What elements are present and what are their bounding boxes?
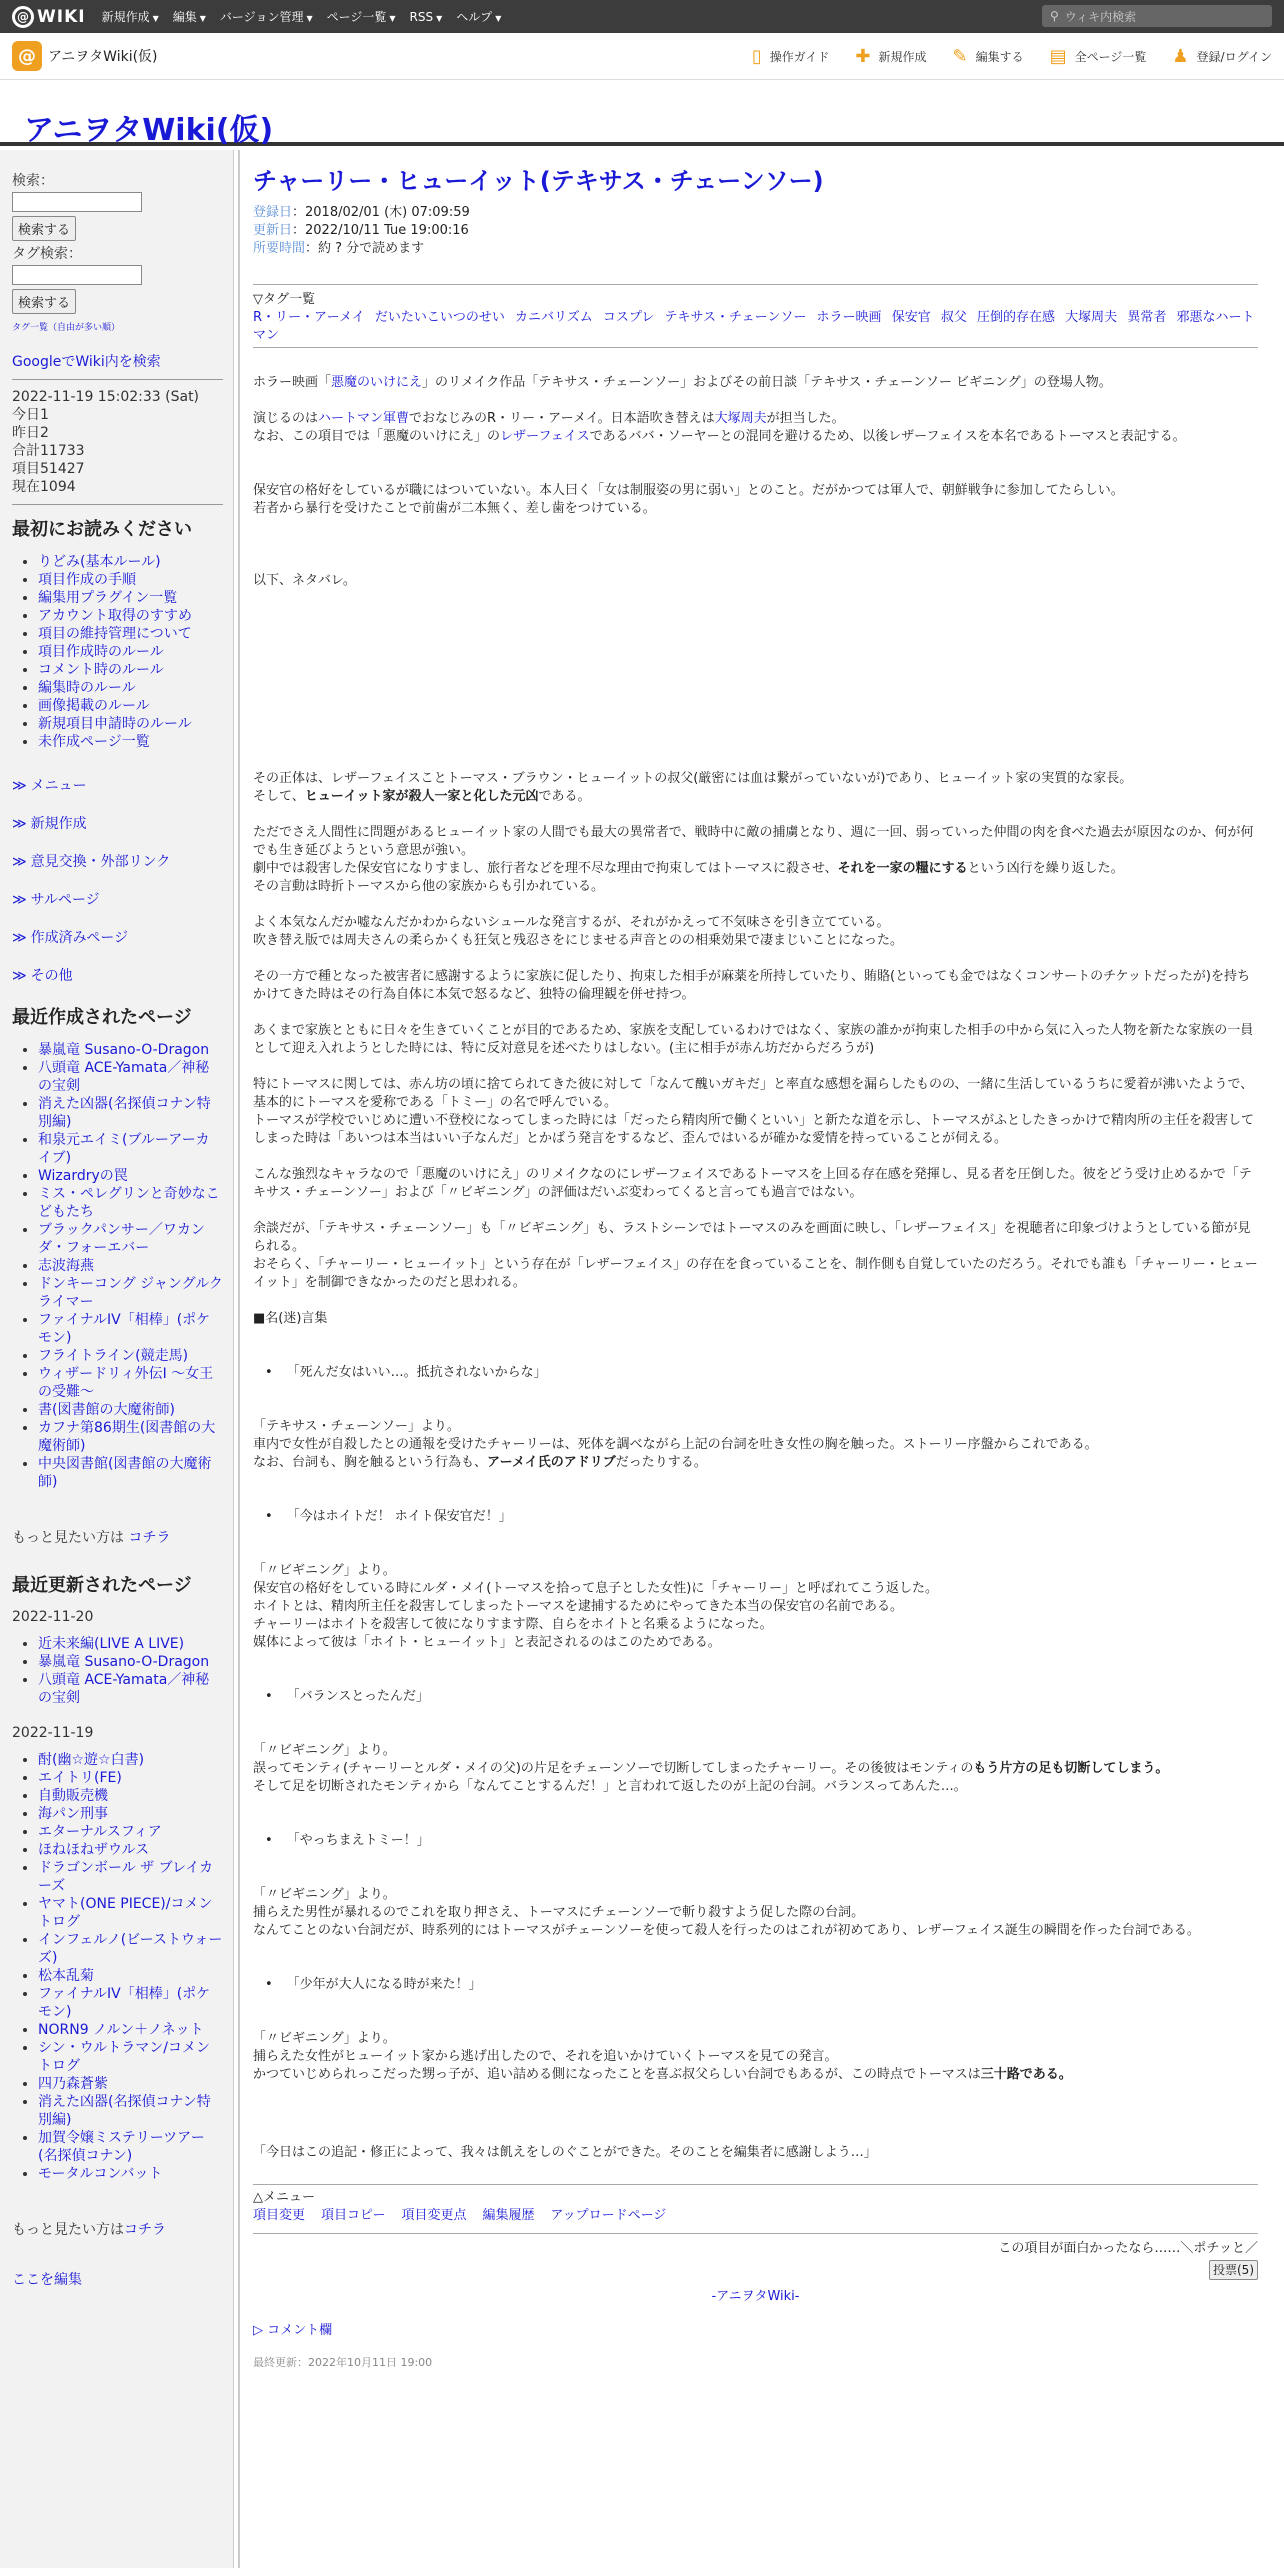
divider — [253, 2184, 1258, 2185]
comment-link[interactable]: ▷ コメント欄 — [253, 2323, 333, 2338]
quote-item: • 「今はホイトだ！ ホイト保安官だ！」 — [265, 1509, 512, 1524]
expander-new[interactable]: ≫ 新規作成 — [12, 816, 87, 832]
list-item: • 中央図書館(図書館の大魔術師) — [38, 1455, 223, 1491]
search-button[interactable]: 検索する — [12, 216, 76, 241]
list-item: • 自動販売機 — [38, 1787, 223, 1805]
plus-icon: ✚ — [855, 46, 871, 67]
search-icon: ⚲ — [1050, 9, 1059, 23]
paragraph: その言動は時折トーマスから他の家族からも引かれている。 — [253, 879, 605, 894]
list-item: • 松本乱菊 — [38, 1967, 223, 1985]
access-counter: 2022-11-19 15:02:33 (Sat) 今日1 昨日2 合計11733 項目51427 現在1094 — [12, 389, 200, 495]
menu-new[interactable]: 新規作成 ▼ — [101, 10, 159, 24]
tag-link[interactable]: コスプレ — [602, 310, 655, 325]
list-item: • 編集時のルール — [38, 679, 223, 697]
paragraph: なんてことのない台詞だが、時系列的にはトーマスがチェーンソーを使って殺人を行ったのはこれが初めてあり、レザーフェイス誕生の瞬間を作った台詞である。 — [253, 1923, 1200, 1938]
more-created: もっと見たい方は コチラ — [12, 1530, 171, 1546]
first-read-list — [38, 553, 223, 751]
expander-menu[interactable]: ≫ メニュー — [12, 778, 87, 794]
user-icon: ♟ — [1172, 46, 1189, 67]
menu-version[interactable]: バージョン管理 ▼ — [219, 10, 313, 24]
paragraph: トーマスが学校でいじめに遭い不登校になってしまった時には「だったら精肉所で働くといい」と新たな道を示し、トーマスがふとしたきっかけで精肉所の主任を殺害してしまった時は「あいつは本当はいい子なんだ」とかばう発言をするなど、歪んではいるが確かな愛情を持っていることが伺える。 — [253, 1113, 1255, 1146]
list-item: • 四乃森蒼紫 — [38, 2075, 223, 2093]
tag-search-input[interactable] — [12, 265, 142, 285]
paragraph: 捕らえた女性がヒューイット家から逃げ出したので、それを追いかけていくトーマスを見ての発言。 — [253, 2049, 838, 2064]
recent-created-list — [38, 1041, 223, 1491]
meta-key: 更新日 — [253, 223, 293, 238]
article-body — [253, 374, 1258, 2162]
tag-link[interactable]: 叔父 — [940, 310, 967, 325]
meta-value: ：2022/10/11 Tue 19:00:16 — [292, 223, 469, 238]
menu-link-upload[interactable]: アップロードページ — [550, 2208, 667, 2223]
paragraph: 誤ってモンティ(チャーリーとルダ・メイの父)の片足をチェーンソーで切断してしまったチャーリー。その後彼はモンティのもう片方の足も切断してしまう。 — [253, 1761, 1169, 1776]
wiki-name-link[interactable]: -アニヲタWiki- — [711, 2289, 800, 2304]
list-item: • ミス・ペレグリンと奇妙なこどもたち — [38, 1185, 223, 1221]
menu-link-copy[interactable]: 項目コピー — [321, 2208, 386, 2223]
date-label: 2022-11-20 — [12, 1609, 94, 1625]
paragraph: 演じるのはハートマン軍曹でおなじみのR・リー・アーメイ。日本語吹き替えは大塚周夫が担当した。 — [253, 411, 845, 426]
caret-down-icon: ▼ — [436, 13, 443, 23]
tag-search-button[interactable]: 検索する — [12, 289, 76, 314]
list-item: • 志波海燕 — [38, 1257, 223, 1275]
expander-created[interactable]: ≫ 作成済みページ — [12, 930, 129, 946]
more-link[interactable]: コチラ — [124, 2222, 166, 2238]
paragraph: 吹き替え版では周夫さんの柔らかくも狂気と残忍さをにじませる声音とのの相乗効果で凄まじいことになった。 — [253, 933, 904, 948]
paragraph: 「〃ビギニング」より。 — [253, 1887, 396, 1902]
recent-created-heading: 最近作成されたページ — [12, 1007, 192, 1028]
login-button[interactable]: ♟ 登録/ログイン — [1172, 46, 1272, 67]
main-content — [253, 150, 1258, 2568]
list-item: • ヤマト(ONE PIECE)/コメントログ — [38, 1895, 223, 1931]
search-box — [12, 170, 223, 333]
guide-icon: ▯ — [751, 46, 762, 67]
list-item: • ほねほねザウルス — [38, 1841, 223, 1859]
paragraph: 「テキサス・チェーンソー」より。 — [253, 1419, 460, 1434]
divider — [253, 2233, 1258, 2234]
caret-down-icon: ▼ — [152, 14, 159, 23]
site-name: アニヲタWiki(仮) — [48, 49, 158, 65]
search-label: 検索： — [12, 173, 54, 189]
list-item: • 編集用プラグイン一覧 — [38, 589, 223, 607]
paragraph: 保安官の格好をしているが職にはついていない。本人曰く「女は制服姿の男に弱い」とのこと。だがかつては軍人で、朝鮮戦争に参加してたらしい。 — [253, 483, 1124, 498]
logo-text: WIKI — [37, 6, 86, 27]
edit-sidebar-link[interactable]: ここを編集 — [12, 2272, 82, 2288]
divider — [253, 347, 1258, 348]
global-topbar — [0, 0, 1284, 33]
tag-link[interactable]: だいたいこいつのせい — [374, 310, 505, 325]
paragraph: 「〃ビギニング」より。 — [253, 1563, 396, 1578]
last-update: 最終更新：2022年10月11日 19:00 — [253, 2356, 433, 2369]
recent-updated-heading: 最近更新されたページ — [12, 1575, 192, 1596]
paragraph: おそらく、「チャーリー・ヒューイット」という存在が「レザーフェイス」の存在を食っていることを、制作側も自覚していたのだろう。それでも誰も「チャーリー・ヒューイット」を制御できなかったのだと思われる。 — [253, 1257, 1258, 1290]
sidebar — [0, 150, 234, 2568]
list-item: • ドンキーコング ジャングルクライマー — [38, 1275, 223, 1311]
paragraph: そして、ヒューイット家が殺人一家と化した元凶である。 — [253, 789, 591, 804]
caret-down-icon: ▼ — [389, 14, 396, 23]
menu-link-change[interactable]: 項目変更 — [253, 2208, 306, 2223]
double-chevron-icon: ≫ — [12, 778, 27, 794]
list-item: • アカウント取得のすすめ — [38, 607, 223, 625]
tag-link[interactable]: テキサス・チェーンソー — [664, 310, 807, 325]
all-pages-button[interactable]: ▤ 全ページ一覧 — [1049, 46, 1147, 67]
tag-link[interactable]: ホラー映画 — [816, 310, 882, 325]
list-item: • フライトライン(競走馬) — [38, 1347, 223, 1365]
google-search-link[interactable]: GoogleでWiki内を検索 — [12, 354, 161, 370]
paragraph: 「〃ビギニング」より。 — [253, 2031, 396, 2046]
tag-link[interactable]: R・リー・アーメイ — [253, 310, 365, 325]
divider — [253, 284, 1258, 285]
menu-edit[interactable]: 編集 ▼ — [172, 10, 206, 24]
caret-down-icon: ▼ — [495, 14, 502, 23]
paragraph: 余談だが、「テキサス・チェーンソー」も「〃ビギニング」も、ラストシーンではトーマスのみを画面に映し、「レザーフェイス」を視聴者に印象づけようとしている節が見られる。 — [253, 1221, 1251, 1254]
quote-item: • 「やっちまえトミー！」 — [265, 1833, 430, 1848]
wiki-logo[interactable] — [12, 6, 86, 28]
paragraph: 車内で女性が自殺したとの通報を受けたチャーリーは、死体を調べながら上記の台詞を吐き女性の胸を触った。ストーリー序盤からこれである。 — [253, 1437, 1098, 1452]
date-label: 2022-11-19 — [12, 1725, 94, 1741]
paragraph: そして足を切断されたモンティから「なんてことするんだ！」と言われて返したのが上記の台詞。バランスってあんた…。 — [253, 1779, 967, 1794]
list-item: • 未作成ページ一覧 — [38, 733, 223, 751]
tag-link[interactable]: 保安官 — [891, 310, 931, 325]
list-item: • 暴嵐竜 Susano-O-Dragon — [38, 1653, 223, 1671]
tag-link[interactable]: 邪悪なハートマン — [253, 310, 1255, 343]
paragraph: 媒体によって彼は「ホイト・ヒューイット」と表記されるのはこのためである。 — [253, 1635, 721, 1650]
meta-key: 所要時間 — [253, 241, 306, 256]
vote-button[interactable]: 投票(5) — [1209, 2260, 1258, 2280]
list-item: • ファイナルIV「相棒」(ポケモン) — [38, 1985, 223, 2021]
menu-rss[interactable]: RSS ▼ — [409, 9, 443, 24]
list-item: • NORN9 ノルン＋ノネット — [38, 2021, 223, 2039]
menu-link-history[interactable]: 編集履歴 — [482, 2208, 535, 2223]
list-item: • 八頭竜 ACE-Yamata／神秘の宝剣 — [38, 1059, 223, 1095]
paragraph: ホイトとは、精肉所主任を殺害してしまったトーマスを逮捕するためにやってきた本当の保安官の名前である。 — [253, 1599, 904, 1614]
paragraph: その一方で種となった被害者に感謝するように家族に促したり、拘束した相手が麻薬を所持していたり、賄賂(といっても金ではなくコンサートのチケットだったが)を持ちかけてきた時はその行為自体に本気で怒るなど、独特の倫理観を併せ持つ。 — [253, 969, 1250, 1002]
double-chevron-icon: ≫ — [12, 968, 27, 984]
paragraph: 特にトーマスに関しては、赤ん坊の頃に捨てられてきた彼に対して「なんて醜いガキだ」と率直な感想を漏らしたものの、一緒に生活しているうちに愛着が沸いたようで、基本的にトーマスを愛称である「トミー」の名で呼んでいる。 — [253, 1077, 1254, 1110]
site-title[interactable]: アニヲタWiki(仮) — [24, 113, 274, 148]
paragraph: 「〃ビギニング」より。 — [253, 1743, 396, 1758]
closing-quote: 「今日はこの追記・修正によって、我々は飢えをしのぐことができた。そのことを編集者に感謝しよう…」 — [253, 2145, 877, 2160]
list-item: • 近未来編(LIVE A LIVE) — [38, 1635, 223, 1653]
meta-value: ：2018/02/01 (木) 07:09:59 — [292, 205, 470, 220]
menu-link-diff[interactable]: 項目変更点 — [401, 2208, 467, 2223]
paragraph: ただでさえ人間性に問題があるヒューイット家の人間でも最大の異常者で、戦時中に敵の捕虜となり、週に一回、弱っていった仲間の肉を食べた過去が原因なのか、何が何でも生き延びようという意思が強い。 — [253, 825, 1254, 858]
double-chevron-icon: ≫ — [12, 892, 27, 908]
list-item: • 項目の維持管理について — [38, 625, 223, 643]
site-logo-icon: @ — [12, 41, 42, 71]
list-item: • コメント時のルール — [38, 661, 223, 679]
list-item: • ドラゴンボール ザ ブレイカーズ — [38, 1859, 223, 1895]
menu-help[interactable]: ヘルプ ▼ — [456, 10, 502, 24]
article-link[interactable]: 悪魔のいけにえ — [331, 375, 423, 390]
menu-toggle[interactable]: △メニュー — [253, 2190, 315, 2205]
search-placeholder: ウィキ内検索 — [1064, 9, 1137, 24]
list-item: • インフェルノ(ビーストウォーズ) — [38, 1931, 223, 1967]
paragraph: 劇中では殺害した保安官になりすまし、旅行者などを理不尽な理由で拘束してはトーマスに殺させ、それを一家の糧にするという凶行を繰り返した。 — [253, 861, 1124, 876]
column-divider — [238, 150, 240, 2568]
double-chevron-icon: ≫ — [12, 854, 27, 870]
tags-toggle[interactable]: ▽タグ一覧 — [253, 292, 315, 307]
divider — [12, 504, 223, 505]
list-item: • エイトリ(FE) — [38, 1769, 223, 1787]
tag-list-link[interactable]: タグ一覧（自由が多い順） — [12, 323, 121, 333]
list-item: • 項目作成時のルール — [38, 643, 223, 661]
paragraph: 若者から暴行を受けたことで前歯が二本無く、差し歯をつけている。 — [253, 501, 656, 516]
vote-area — [253, 2240, 1258, 2282]
page-list-icon: ▤ — [1049, 46, 1067, 67]
list-item: • Wizardryの罠 — [38, 1167, 223, 1185]
caret-down-icon: ▼ — [306, 14, 313, 23]
more-updated: もっと見たい方はコチラ — [12, 2222, 166, 2238]
paragraph: 捕らえた男性が暴れるのでこれを取り押さえ、トーマスにチェーンソーで斬り殺すよう促した際の台詞。 — [253, 1905, 865, 1920]
pencil-icon: ✎ — [952, 46, 968, 67]
expander-sarpage[interactable]: ≫ サルページ — [12, 892, 100, 908]
list-item: • 八頭竜 ACE-Yamata／神秘の宝剣 — [38, 1671, 223, 1707]
list-item: • 新規項目申請時のルール — [38, 715, 223, 733]
quote-item: • 「バランスとったんだ」 — [265, 1689, 430, 1704]
divider — [12, 379, 223, 380]
list-item: • 項目作成の手順 — [38, 571, 223, 589]
tag-link[interactable]: 圧倒的存在感 — [977, 310, 1056, 325]
paragraph: よく本気なんだか嘘なんだかわからないシュールな発言するが、それがかえって不気味さを引き立てている。 — [253, 915, 890, 930]
tag-link[interactable]: カニバリズム — [515, 310, 593, 325]
first-read-heading: 最初にお読みください — [12, 519, 192, 540]
paragraph: こんな強烈なキャラなので「悪魔のいけにえ」のリメイクなのにレザーフェイスであるトーマスを上回る存在感を発揮し、見る者を圧倒した。彼をどう受け止めるかで「テキサス・チェーンソー」および「〃ビギニング」の評価はだいぶ変わってくると言っても過言ではない。 — [253, 1167, 1252, 1200]
list-item: • エターナルスフィア — [38, 1823, 223, 1841]
at-logo-icon: @ — [12, 6, 34, 28]
list-item: • 和泉元エイミ(ブルーアーカイブ) — [38, 1131, 223, 1167]
edit-button[interactable]: ✎ 編集する — [952, 46, 1024, 67]
site-title-banner — [0, 81, 1284, 146]
article-link[interactable]: レザーフェイス — [500, 429, 590, 444]
menu-pages[interactable]: ページ一覧 ▼ — [326, 10, 396, 24]
list-item: • 画像掲載のルール — [38, 697, 223, 715]
caret-down-icon: ▼ — [199, 14, 206, 23]
tag-list — [253, 291, 1258, 345]
site-badge[interactable] — [12, 41, 158, 71]
paragraph: かつていじめられっこだった甥っ子が、追い詰める側になったことを喜ぶ叔父らしい台詞でもあるが、この時点でトーマスは三十路である。 — [253, 2067, 1072, 2082]
wiki-search-input[interactable] — [1042, 5, 1272, 27]
site-toolbar — [0, 33, 1284, 80]
list-item: • 消えた凶器(名探偵コナン特別編) — [38, 2093, 223, 2129]
paragraph: チャーリーはホイトを殺害して彼になりすます際、自らをホイトと名乗るようになった。 — [253, 1617, 773, 1632]
tag-search-label: タグ検索： — [12, 246, 82, 262]
quote-item: • 「少年が大人になる時が来た！」 — [265, 1977, 482, 1992]
list-item: • ウィザードリィ外伝I ～女王の受難～ — [38, 1365, 223, 1401]
list-item: • 消えた凶器(名探偵コナン特別編) — [38, 1095, 223, 1131]
paragraph: なお、台詞も、胸を触るという行為も、アーメイ氏のアドリブだったりする。 — [253, 1455, 707, 1470]
article-link[interactable]: ハートマン軍曹 — [318, 411, 410, 426]
vote-text: この項目が面白かったなら……＼ポチッと／ — [998, 2241, 1258, 2256]
list-item: • 酎(幽☆遊☆白書) — [38, 1751, 223, 1769]
paragraph: あくまで家族とともに日々を生きていくことが目的であるため、家族を支配しているわけではなく、家族の誰かが拘束した相手の中から気に入った人物を新たな家族の一員として迎え入れようとした時には、特に反対意見を述べたりはしない。(主に相手が赤ん坊だからだろうが) — [253, 1023, 1254, 1056]
double-chevron-icon: ≫ — [12, 930, 27, 946]
quote-item: • 「死んだ女はいい…。抵抗されないからな」 — [265, 1365, 547, 1380]
list-item: • 海パン刑事 — [38, 1805, 223, 1823]
quotes-heading: ■名(迷)言集 — [253, 1311, 328, 1326]
paragraph: 保安官の格好をしている時にルダ・メイ(トーマスを拾って息子とした女性)に「チャーリー」と呼ばれてこう返した。 — [253, 1581, 938, 1596]
paragraph: なお、この項目では「悪魔のいけにえ」のレザーフェイスであるババ・ソーヤーとの混同を避けるため、以後レザーフェイスを本名であるトーマスと表記する。 — [253, 429, 1186, 444]
article-link[interactable]: 大塚周夫 — [714, 411, 767, 426]
list-item: • モータルコンバット — [38, 2165, 223, 2183]
page-menu — [253, 2189, 1258, 2225]
meta-key: 登録日 — [253, 205, 293, 220]
list-item: • りどみ(基本ルール) — [38, 553, 223, 571]
list-item: • ファイナルIV「相棒」(ポケモン) — [38, 1311, 223, 1347]
guide-button[interactable]: ▯ 操作ガイド — [751, 46, 830, 67]
spoiler-notice: 以下、ネタバレ。 — [253, 573, 356, 588]
expander-links[interactable]: ≫ 意見交換・外部リンク — [12, 854, 171, 870]
page-meta — [253, 204, 1258, 258]
tag-link[interactable]: 大塚周夫 — [1065, 310, 1118, 325]
updated-list-2 — [38, 1751, 223, 2183]
new-page-button[interactable]: ✚ 新規作成 — [855, 46, 927, 67]
tag-link[interactable]: 異常者 — [1127, 310, 1167, 325]
meta-value: ：約 ? 分で読めます — [305, 241, 425, 256]
page-title[interactable]: チャーリー・ヒューイット(テキサス・チェーンソー) — [253, 167, 824, 195]
list-item: • 加賀令嬢ミステリーツアー(名探偵コナン) — [38, 2129, 223, 2165]
expander-other[interactable]: ≫ その他 — [12, 968, 73, 984]
list-item: • 書(図書館の大魔術師) — [38, 1401, 223, 1419]
list-item: • シン・ウルトラマン/コメントログ — [38, 2039, 223, 2075]
double-chevron-icon: ≫ — [12, 816, 27, 832]
list-item: • カフナ第86期生(図書館の大魔術師) — [38, 1419, 223, 1455]
updated-list-1 — [38, 1635, 223, 1707]
paragraph: ホラー映画「悪魔のいけにえ」のリメイク作品「テキサス・チェーンソー」およびその前日談「テキサス・チェーンソー ビギニング」の登場人物。 — [253, 375, 1112, 390]
list-item: • ブラックパンサー／ワカンダ・フォーエバー — [38, 1221, 223, 1257]
paragraph: その正体は、レザーフェイスことトーマス・ブラウン・ヒューイットの叔父(厳密には血は繋がっていないが)であり、ヒューイット家の実質的な家長。 — [253, 771, 1133, 786]
sidebar-search-input[interactable] — [12, 192, 142, 212]
list-item: • 暴嵐竜 Susano-O-Dragon — [38, 1041, 223, 1059]
more-link[interactable]: コチラ — [128, 1530, 171, 1546]
